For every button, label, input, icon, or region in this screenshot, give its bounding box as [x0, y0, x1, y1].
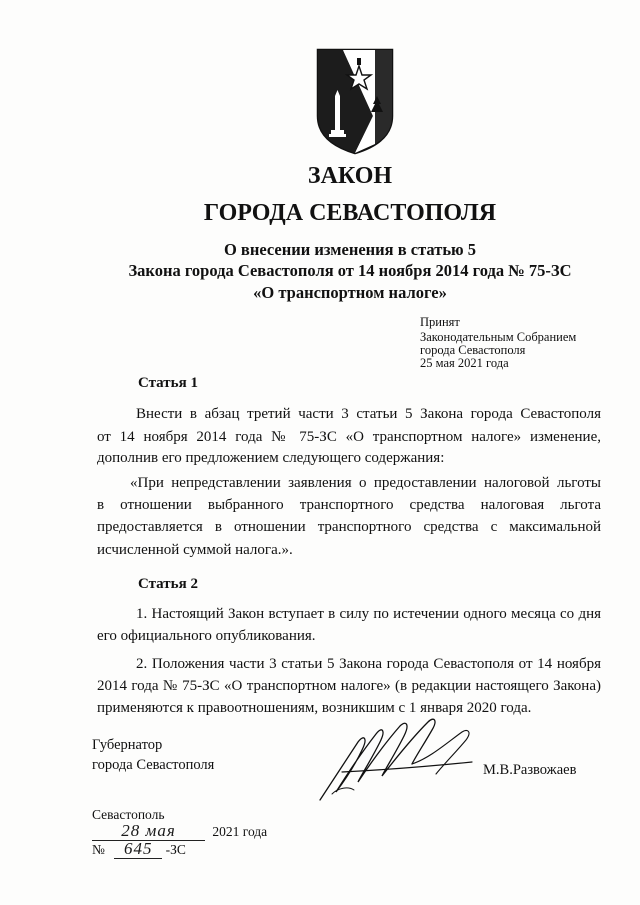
- law-title-line: О внесении изменения в статью 5: [223, 240, 477, 259]
- signing-date: [92, 822, 267, 841]
- number-prefix: №: [92, 842, 105, 857]
- article-1-quote-line: в отношении выбранного транспортного средства налоговая льгота: [97, 497, 601, 513]
- article-1-text-line: Внести в абзац третий части 3 статьи 5 Закона города Севастополя: [136, 406, 601, 422]
- date-year: 2021 года: [212, 824, 268, 839]
- article-2-heading: Статья 2: [138, 576, 198, 592]
- article-2-item-2-line: 2014 года № 75-ЗС «О транспортном налоге» (в редакции настоящего Закона): [97, 678, 601, 694]
- law-number: [92, 840, 186, 859]
- adopted-line: Принят: [420, 315, 460, 329]
- number-suffix: -ЗС: [165, 842, 186, 857]
- law-title-line: «О транспортном налоге»: [253, 283, 447, 302]
- city-heading: ГОРОДА СЕВАСТОПОЛЯ: [203, 200, 497, 226]
- law-heading: ЗАКОН: [307, 163, 393, 189]
- adopted-line: Законодательным Собранием: [420, 330, 577, 344]
- article-1-quote-line: исчисленной суммой налога.».: [97, 542, 293, 558]
- article-2-item-1-line: 1. Настоящий Закон вступает в силу по истечении одного месяца со дня: [136, 606, 601, 622]
- signer-position-line: Губернатор: [92, 737, 163, 753]
- article-1-quote-line: предоставляется в отношении транспортного средства с максимальной: [97, 519, 601, 535]
- law-title-line: Закона города Севастополя от 14 ноября 2014 года № 75-ЗС: [128, 261, 572, 280]
- handwritten-date: 28 мая: [92, 822, 205, 841]
- article-1-text-line: дополнив его предложением следующего содержания:: [97, 450, 445, 466]
- signer-name: М.В.Развожаев: [483, 762, 577, 778]
- article-2-item-2-line: 2. Положения части 3 статьи 5 Закона города Севастополя от 14 ноября: [136, 656, 601, 672]
- article-2-item-2-line: применяются к правоотношениям, возникшим с 1 января 2020 года.: [97, 700, 532, 716]
- signer-position-line: города Севастополя: [92, 757, 215, 773]
- adopted-date: 25 мая 2021 года: [420, 356, 509, 370]
- handwritten-number: 645: [114, 840, 162, 859]
- sevastopol-coat-of-arms-icon: [313, 44, 397, 156]
- place-label: Севастополь: [92, 807, 165, 822]
- article-1-text-line: от 14 ноября 2014 года № 75-ЗС «О транспортном налоге» изменение,: [97, 429, 601, 445]
- adopted-line: города Севастополя: [420, 343, 526, 357]
- handwritten-signature: [312, 712, 482, 807]
- article-1-quote-line: «При непредставлении заявления о предоставлении налоговой льготы: [130, 475, 601, 491]
- article-2-item-1-line: его официального опубликования.: [97, 628, 316, 644]
- article-1-heading: Статья 1: [138, 375, 198, 391]
